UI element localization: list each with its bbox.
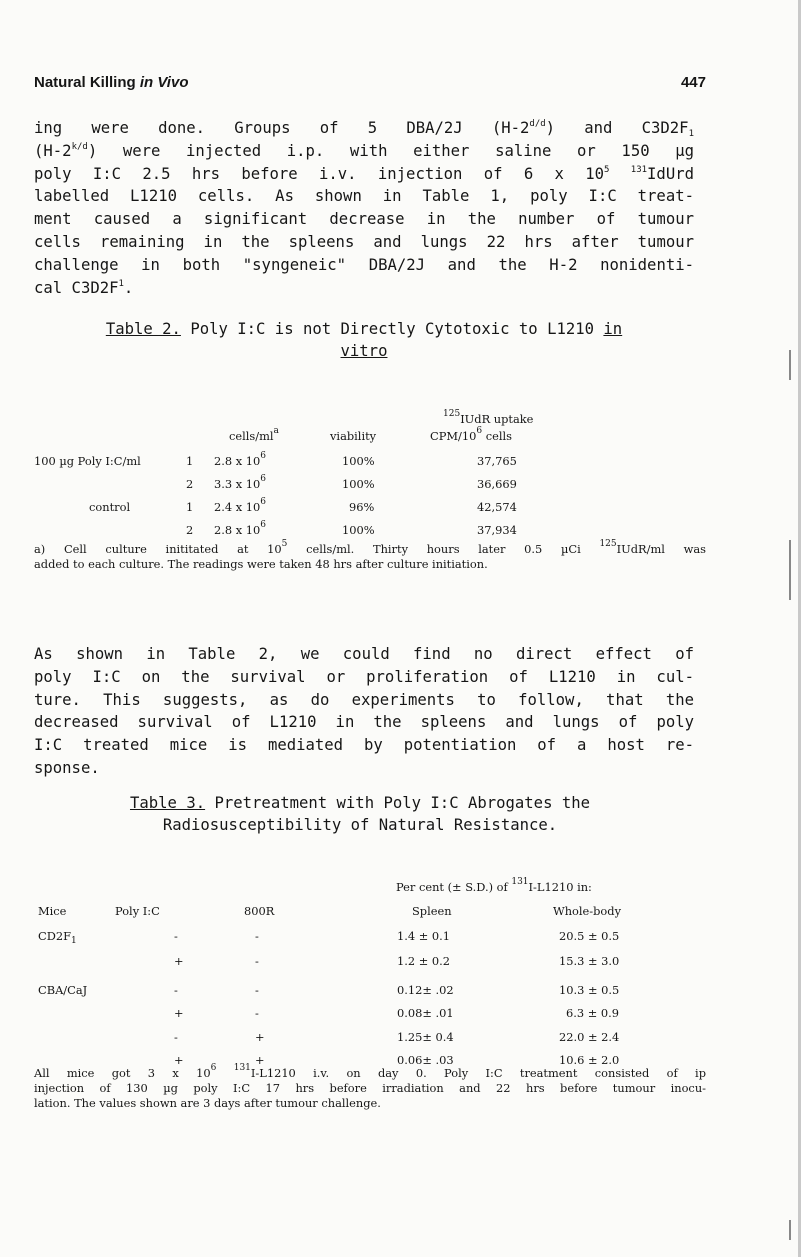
table3-spleen: 0.08± .01	[397, 1006, 454, 1020]
table3-span-header: Per cent (± S.D.) of $^{131}$I-L1210 in:	[396, 877, 592, 894]
table2-viability: 100%	[342, 523, 375, 537]
table3-800r: -	[255, 983, 259, 997]
table3-polyic: +	[174, 1053, 184, 1067]
table3-spleen: 0.06± .03	[397, 1053, 454, 1067]
footnote-line: lation. The values shown are 3 days after tumour challenge.	[34, 1096, 381, 1110]
table2-uptake: 36,669	[477, 477, 517, 491]
table3-polyic: +	[174, 954, 184, 968]
table2-group: 100 µg Poly I:C/ml	[34, 454, 141, 468]
table3-footnote	[34, 1063, 706, 1111]
table2-title-vitro: vitro	[340, 342, 388, 360]
table2-header-uptake: $^{125}$IUdR uptake	[443, 409, 534, 426]
paragraph-line: ture. This suggests, as do experiments to follow, that the	[34, 690, 694, 709]
footnote-line: a) Cell culture inititated at $10^5$ cells/ml. Thirty hours later 0.5 µCi $^{125}$IUdR/ml was	[34, 539, 706, 556]
table2-title-line1: Poly I:C is not Directly Cytotoxic to L1210	[190, 320, 595, 338]
table2-viability: 100%	[342, 454, 375, 468]
table3-polyic: -	[174, 983, 178, 997]
table3-polyic: -	[174, 1030, 178, 1044]
table2-replicate: 1	[186, 500, 194, 514]
table3-spleen: 1.4 ± 0.1	[397, 929, 451, 943]
paragraph-line: poly I:C 2.5 hrs before i.v. injection of 6 x $10^5$ $^{131}$IdUrd	[34, 164, 694, 183]
table3-label: Table 3.	[129, 794, 206, 812]
table3-header-800r: 800R	[244, 904, 275, 918]
table3-wholebody: 22.0 ± 2.4	[559, 1030, 620, 1044]
table3-wholebody: 15.3 ± 3.0	[559, 954, 620, 968]
table2-title-in: in	[603, 320, 623, 338]
table2-cells: 2.4 x $10^6$	[214, 497, 267, 514]
paragraph-line: As shown in Table 2, we could find no direct effect of	[34, 645, 694, 663]
paragraph-line: ing were done. Groups of 5 DBA/2J $(H-2^{d/d})$ and $C3D2F_1$	[34, 119, 694, 139]
table2-group: control	[89, 500, 131, 514]
table3-header-spleen: Spleen	[412, 904, 452, 918]
table3-spleen: 0.12± .02	[397, 983, 454, 997]
table3-header-mice: Mice	[38, 904, 67, 918]
table2-label: Table 2.	[105, 320, 181, 338]
table3-polyic: +	[174, 1006, 184, 1020]
footnote-line: All mice got 3 x $10^6$ $^{131}$I-L1210 i.v. on day 0. Poly I:C treatment consisted of ip	[34, 1063, 706, 1080]
table2-cells: 2.8 x $10^6$	[214, 520, 267, 537]
paragraph-line: decreased survival of L1210 in the spleens and lungs of poly	[34, 713, 694, 732]
table2-uptake: 37,765	[477, 454, 517, 468]
table3-title-line2: Radiosusceptibility of Natural Resistance.	[162, 816, 558, 834]
paragraph-line: I:C treated mice is mediated by potentiation of a host re-	[34, 736, 694, 755]
paragraph-line: labelled L1210 cells. As shown in Table 1, poly I:C treat-	[34, 187, 694, 206]
table2-replicate: 2	[186, 477, 194, 491]
table2-uptake: 37,934	[477, 523, 517, 537]
table3-header-wholebody: Whole-body	[553, 904, 622, 918]
table3-800r: -	[255, 1006, 259, 1020]
table2-viability: 96%	[349, 500, 375, 514]
table3-mice: $CD2F_1$	[38, 929, 77, 946]
paragraph-line: ment caused a significant decrease in the number of tumour	[34, 210, 694, 229]
table2-cells: 3.3 x $10^6$	[214, 474, 267, 491]
table3-800r: +	[255, 1053, 265, 1067]
table2-replicate: 2	[186, 523, 194, 537]
table3-800r: -	[255, 954, 259, 968]
footnote-line: added to each culture. The readings were taken 48 hrs after culture initiation.	[34, 557, 488, 571]
paragraph-line: cells remaining in the spleens and lungs 22 hrs after tumour	[34, 232, 694, 251]
table3-800r: +	[255, 1030, 265, 1044]
paragraph-line: $(H-2^{k/d})$ were injected i.p. with either saline or 150 µg	[34, 141, 694, 160]
footnote-line: injection of 130 µg poly I:C 17 hrs before irradiation and 22 hrs before tumour inocu-	[34, 1081, 706, 1095]
paragraph-line: challenge in both "syngeneic" DBA/2J and the H-2 nonidenti-	[34, 255, 694, 274]
table3-wholebody: 6.3 ± 0.9	[566, 1006, 620, 1020]
paragraph-line: sponse.	[34, 758, 100, 777]
table2-header-viability: viability	[330, 429, 377, 443]
page-number: 447	[680, 74, 706, 91]
table2-header-uptake-unit: CPM/$10^6$ cells	[430, 426, 512, 443]
table3-spleen: 1.25± 0.4	[397, 1030, 454, 1044]
table3-wholebody: 20.5 ± 0.5	[559, 929, 620, 943]
table2-replicate: 1	[186, 454, 194, 468]
table3-header-polyic: Poly I:C	[115, 904, 160, 918]
table3-mice: CBA/CaJ	[38, 983, 88, 997]
table3-800r: -	[255, 929, 259, 943]
table3-title-line1: Pretreatment with Poly I:C Abrogates the	[214, 794, 591, 812]
table3-wholebody: 10.6 ± 2.0	[559, 1053, 620, 1067]
table3-wholebody: 10.3 ± 0.5	[559, 983, 620, 997]
paragraph-line: poly I:C on the survival or proliferation of L1210 in cul-	[34, 667, 694, 686]
table2-uptake: 42,574	[477, 500, 517, 514]
running-head-title: Natural Killing	[34, 74, 136, 91]
table2-cells: 2.8 x $10^6$	[214, 451, 267, 468]
running-head-title-italic: in Vivo	[139, 74, 189, 91]
table3-spleen: 1.2 ± 0.2	[397, 954, 451, 968]
paragraph-line: cal $C3D2F^1$.	[34, 278, 134, 297]
table2-viability: 100%	[342, 477, 375, 491]
table2-header-cells: cells/$ml^a$	[229, 426, 279, 443]
table3-polyic: -	[174, 929, 178, 943]
